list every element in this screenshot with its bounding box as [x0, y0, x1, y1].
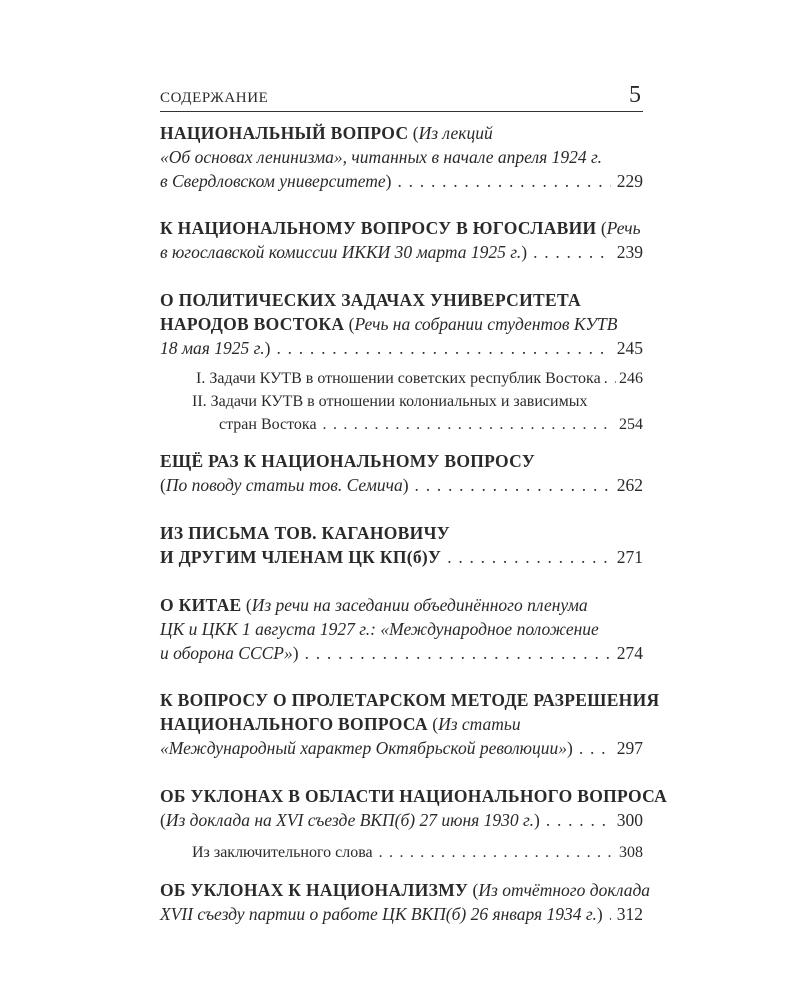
toc-entry-9-line-1[interactable]: ОБ УКЛОНАХ К НАЦИОНАЛИЗМУ (Из отчётного доклада [160, 880, 651, 900]
dot-leader [447, 545, 611, 569]
toc-entry-6-page: 274 [616, 643, 643, 663]
running-head [160, 84, 643, 110]
toc-subentry-3-2-line-2[interactable]: стран Востока . . . 254 [219, 413, 643, 437]
toc-subentry-3-2-page: 254 [619, 416, 643, 433]
dot-leader [305, 641, 611, 665]
toc-subentry-8-1[interactable]: Из заключительного слова . . . 308 [192, 841, 643, 865]
header-rule [160, 111, 643, 112]
toc-entry-6-line-3[interactable]: и оборона СССР») . . . 274 [160, 641, 643, 665]
dot-leader [398, 169, 611, 193]
toc-entry-3-line-1[interactable]: О ПОЛИТИЧЕСКИХ ЗАДАЧАХ УНИВЕРСИТЕТА [160, 290, 581, 310]
toc-entry-9-page: 312 [616, 904, 643, 924]
toc-entry-8-line-2[interactable]: (Из доклада на XVI съезде ВКП(б) 27 июня 1930 г.) . . . 300 [160, 808, 643, 832]
toc-entry-6-line-2: ЦК и ЦКК 1 августа 1927 г.: «Международное положение [160, 619, 599, 639]
toc-entry-6-line-1[interactable]: О КИТАЕ (Из речи на заседании объединённого пленума [160, 595, 588, 615]
toc-subentry-3-1[interactable]: I. Задачи КУТВ в отношении советских республик Востока . . . 246 [196, 367, 643, 391]
dot-leader [533, 240, 611, 264]
toc-entry-7-line-3[interactable]: «Международный характер Октябрьской революции») . . . 297 [160, 736, 643, 760]
toc-entry-7-page: 297 [616, 738, 643, 758]
dot-leader [276, 336, 610, 360]
toc-entry-2-line-1[interactable]: К НАЦИОНАЛЬНОМУ ВОПРОСУ В ЮГОСЛАВИИ (Речь [160, 218, 641, 238]
toc-entry-1-line-2: «Об основах ленинизма», читанных в начале апреля 1924 г. [160, 147, 602, 167]
toc-subentry-8-1-page: 308 [619, 844, 643, 861]
dot-leader [415, 473, 611, 497]
toc-entry-5-line-2[interactable]: И ДРУГИМ ЧЛЕНАМ ЦК КП(б)У . . . 271 [160, 545, 643, 569]
toc-subentry-3-1-page: 246 [619, 370, 643, 387]
dot-leader [546, 808, 611, 832]
dot-leader [579, 736, 611, 760]
toc-entry-3-line-2[interactable]: НАРОДОВ ВОСТОКА (Речь на собрании студентов КУТВ [160, 314, 618, 334]
toc-entry-1-page: 229 [616, 171, 643, 191]
toc-entry-7-line-1[interactable]: К ВОПРОСУ О ПРОЛЕТАРСКОМ МЕТОДЕ РАЗРЕШЕНИЯ [160, 690, 660, 710]
section-title: СОДЕРЖАНИЕ [160, 90, 269, 106]
toc-subentry-3-2-line-1[interactable]: II. Задачи КУТВ в отношении колониальных и зависимых [192, 393, 588, 410]
toc-entry-4-line-2[interactable]: (По поводу статьи тов. Семича) . . . 262 [160, 473, 643, 497]
toc-entry-2-line-2[interactable]: в югославской комиссии ИККИ 30 марта 1925 г.) . . . 239 [160, 240, 643, 264]
dot-leader [323, 413, 613, 437]
toc-entry-3-page: 245 [616, 338, 643, 358]
page-number: 5 [629, 82, 641, 108]
toc-entry-9-line-2[interactable]: XVII съезду партии о работе ЦК ВКП(б) 26 января 1934 г.) . . . 312 [160, 902, 643, 926]
toc-entry-8-line-1[interactable]: ОБ УКЛОНАХ В ОБЛАСТИ НАЦИОНАЛЬНОГО ВОПРОСА [160, 786, 668, 806]
toc-entry-8-page: 300 [616, 810, 643, 830]
toc-entry-7-line-2[interactable]: НАЦИОНАЛЬНОГО ВОПРОСА (Из статьи [160, 714, 521, 734]
dot-leader [379, 841, 613, 865]
toc-entry-4-line-1[interactable]: ЕЩЁ РАЗ К НАЦИОНАЛЬНОМУ ВОПРОСУ [160, 451, 536, 471]
toc-entry-3-line-3[interactable]: 18 мая 1925 г.) . . . 245 [160, 336, 643, 360]
dot-leader [609, 902, 611, 926]
toc-entry-4-page: 262 [616, 475, 643, 495]
toc-entry-5-line-1[interactable]: ИЗ ПИСЬМА ТОВ. КАГАНОВИЧУ [160, 523, 450, 543]
toc-entry-1-line-3[interactable]: в Свердловском университете) . . . 229 [160, 169, 643, 193]
toc-entry-1-line-1[interactable]: НАЦИОНАЛЬНЫЙ ВОПРОС (Из лекций [160, 123, 493, 143]
toc-entry-2-page: 239 [616, 242, 643, 262]
toc-entry-5-page: 271 [616, 547, 643, 567]
dot-leader [604, 367, 616, 391]
